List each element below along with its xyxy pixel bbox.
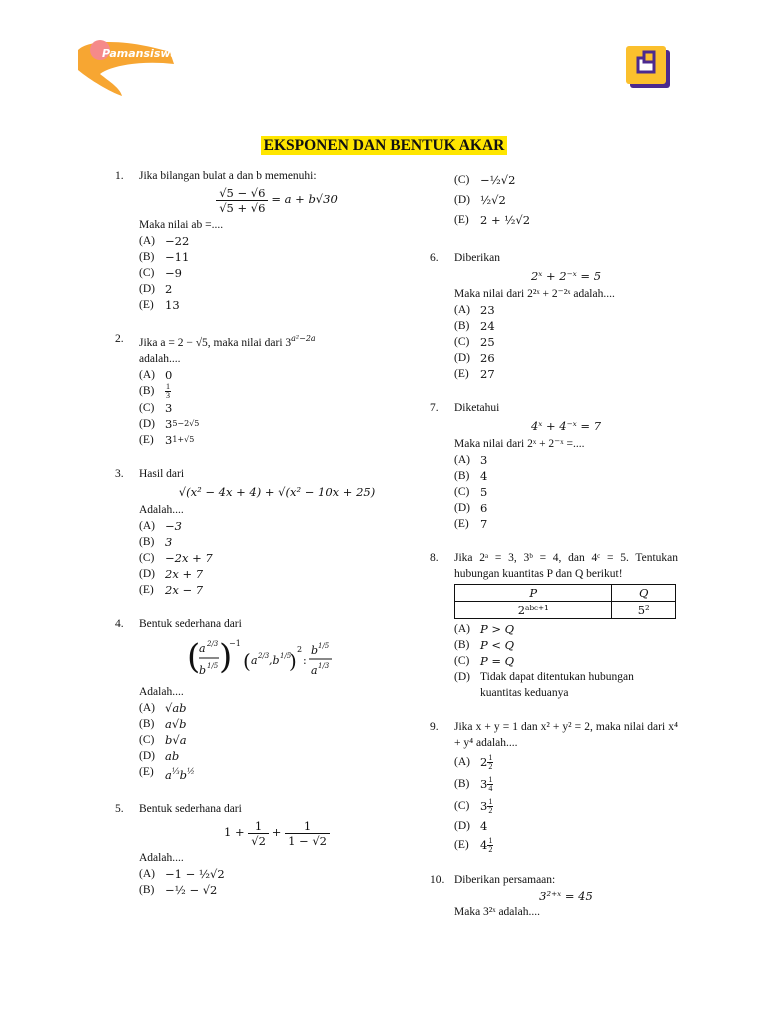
q4-expression xyxy=(187,632,337,684)
question-6: 6. Diberikan 2ˣ + 2⁻ˣ = 5 Maka nilai dari 2²ˣ + 2⁻²ˣ adalah.... (A) 23 (B) 24 (C) 25 (D) 26 (E) 27 xyxy=(430,252,615,381)
page-title: EKSPONEN DAN BENTUK AKAR xyxy=(0,138,768,155)
question-3: 3. Hasil dari √(x² − 4x + 4) + √(x² − 10x + 25) Adalah.... (A) −3 (B) 3 (C) −2x + 7 (D) 2x + 7 (E) 2x − 7 xyxy=(115,467,376,597)
question-10: 10. Diberikan persamaan: 3²⁺ˣ = 45 Maka 3²ˣ adalah.... xyxy=(430,874,593,918)
question-5: 5. Bentuk sederhana dari 1 + $\frac{1}{√2}$ + $\frac{1}{1 - √2}$ Adalah.... (A) −1 − ½√2 (B) −½ − √2 xyxy=(115,801,415,898)
q4-option-e: $a^{\frac{1}{3}}b^{\frac{1}{2}}$ xyxy=(165,766,195,782)
svg-text:(: ( xyxy=(243,648,251,673)
question-1: 1. Jika bilangan bulat a dan b memenuhi: $\frac{√5 - √6}{√5 + √6}$ = a + b√30 Maka nilai ab =.... (A) −22 (B) −11 (C) −9 (D) 2 (E) 13 xyxy=(115,170,338,312)
svg-text:a: a xyxy=(311,663,318,677)
question-5-continued: (C) −½√2 (D) ½√2 (E) 2 + ½√2 xyxy=(454,173,531,227)
svg-text:a: a xyxy=(199,641,206,655)
svg-text:(: ( xyxy=(187,636,201,677)
svg-text:−1: −1 xyxy=(229,638,241,648)
question-2: 2. Jika a = 2 − √5, maka nilai dari $3^{a^2-2a}$ adalah.... (A) 0 (B) 1 3 (C) 3 (D) 3 5−2√5 (E) 3 1+√5 xyxy=(115,333,316,447)
svg-text:2/3: 2/3 xyxy=(258,651,270,660)
svg-text:,b: ,b xyxy=(269,653,280,667)
question-9: 9. Jika x + y = 1 dan x² + y² = 2, maka nilai dari x⁴ + y⁴ adalah.... (A) 2 1 2 (B) 3 1 4 (C) 3 1 2 (D) 4 (E) 4 1 2 xyxy=(430,721,678,854)
svg-text:1/5: 1/5 xyxy=(318,641,330,650)
svg-text:1/5: 1/5 xyxy=(207,661,219,670)
svg-text:1/5: 1/5 xyxy=(280,651,292,660)
svg-text:2/3: 2/3 xyxy=(207,639,219,648)
question-4: 4. Bentuk sederhana dari ( a 2/3 b 1/5 ) −1 ( a 2/3 ,b 1/5 ) 2 : b 1/5 a 1/3 Adalah.... (A) √ab (B) a√b (C) b√a (D) ab (E) $a^{\frac{1}{3}}b^{\frac{1}{2}}$ xyxy=(115,616,415,783)
svg-text:b: b xyxy=(311,643,319,657)
svg-text:b: b xyxy=(199,663,207,677)
svg-text:1/3: 1/3 xyxy=(318,661,330,670)
logo-text: Pamansiswa xyxy=(102,47,178,60)
svg-text:2: 2 xyxy=(297,644,303,654)
right-column xyxy=(430,172,678,920)
pamansiswa-logo xyxy=(70,30,185,100)
svg-text:): ) xyxy=(289,648,297,673)
svg-text:a: a xyxy=(251,653,258,667)
question-8: 8. Jika 2ᵃ = 3, 3ᵇ = 4, dan 4ᶜ = 5. Tentukan hubungan kuantitas P dan Q berikut! P Q 2ᵃᵇᶜ⁺¹ 5² (A) P > Q (B) P < Q (C) P = Q (D) Tidak dapat ditentukan hubungan kuantitas keduanya xyxy=(430,552,678,699)
question-7: 7. Diketahui 4ˣ + 4⁻ˣ = 7 Maka nilai dari 2ˣ + 2⁻ˣ =.... (A) 3 (B) 4 (C) 5 (D) 6 (E) 7 xyxy=(430,402,602,531)
left-column xyxy=(115,168,415,898)
brand-logo-icon xyxy=(624,44,674,92)
svg-text::: : xyxy=(303,653,307,667)
svg-text:): ) xyxy=(219,636,233,677)
pq-table: P Q 2ᵃᵇᶜ⁺¹ 5² xyxy=(454,584,676,619)
